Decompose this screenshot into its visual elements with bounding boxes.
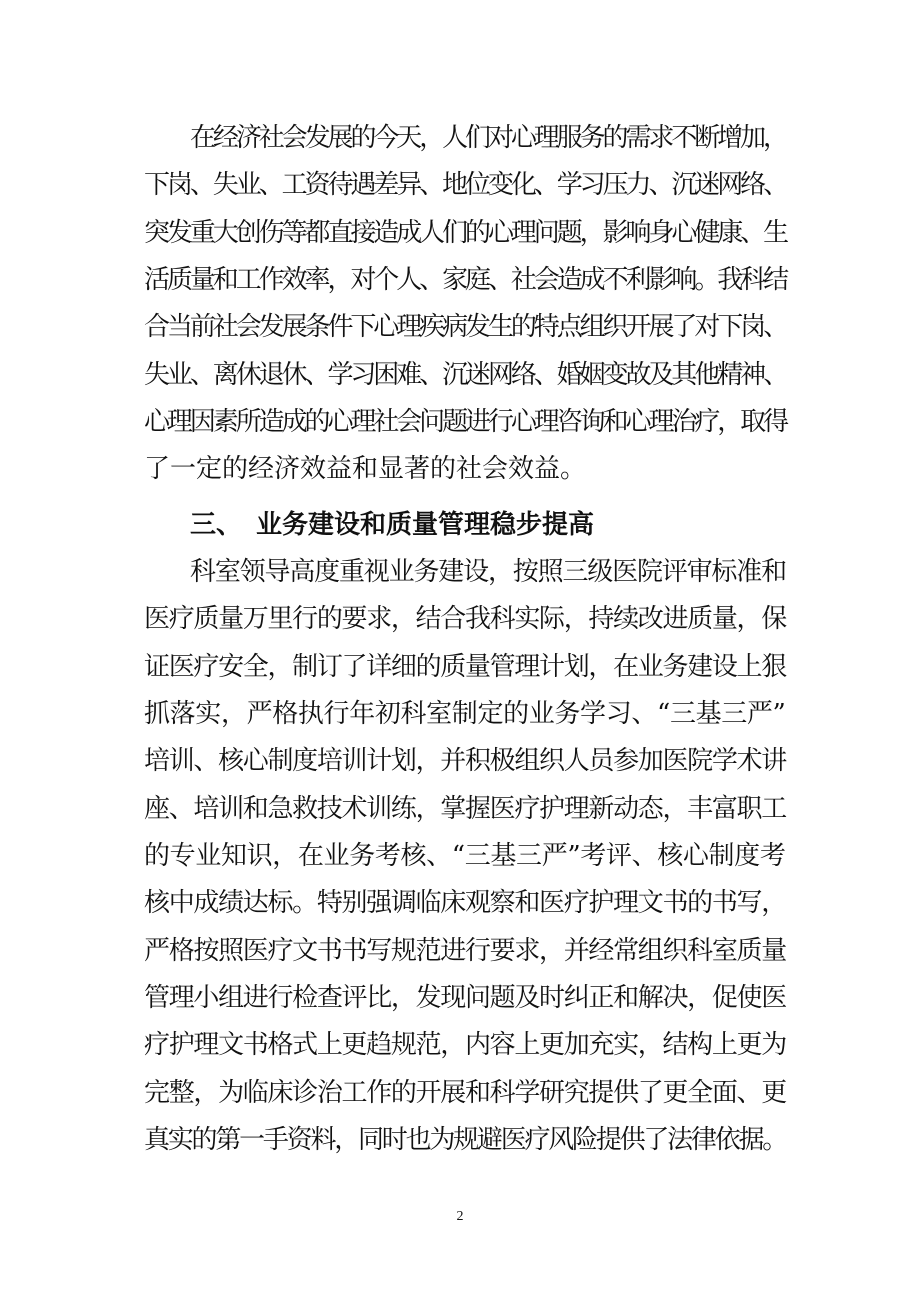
section-heading [190,510,594,540]
paragraph-line: 管理小组进行检查评比，发现问题及时纠正和解决，促使医 [144,983,786,1013]
section-title: 业务建设和质量管理稳步提高 [256,510,595,540]
paragraph-line: 抓落实，严格执行年初科室制定的业务学习、“三基三严” [144,699,786,729]
paragraph-line: 下岗、失业、工资待遇差异、地位变化、学习压力、沉迷网络、 [144,170,787,200]
paragraph-line: 证医疗安全，制订了详细的质量管理计划，在业务建设上狠 [144,652,786,682]
paragraph-line: 严格按照医疗文书书写规范进行要求，并经常组织科室质量 [144,936,786,966]
paragraph-line: 完整，为临床诊治工作的开展和科学研究提供了更全面、更 [144,1078,786,1108]
paragraph-line: 心理因素所造成的心理社会问题进行心理咨询和心理治疗，取得 [144,407,787,437]
page-number: 2 [456,1209,464,1224]
paragraph-line: 的专业知识，在业务考核、“三基三严”考评、核心制度考 [144,841,786,871]
paragraph-line: 了一定的经济效益和显著的社会效益。 [144,454,587,484]
paragraph-line: 科室领导高度重视业务建设，按照三级医院评审标准和 [190,557,786,587]
paragraph-line: 失业、离休退休、学习困难、沉迷网络、婚姻变故及其他精神、 [144,360,787,390]
paragraph-line: 培训、核心制度培训计划，并积极组织人员参加医院学术讲 [144,746,786,776]
paragraph-line: 活质量和工作效率，对个人、家庭、社会造成不利影响。我科结 [144,265,787,295]
paragraph-line: 在经济社会发展的今天，人们对心理服务的需求不断增加， [190,123,786,153]
paragraph-line: 真实的第一手资料，同时也为规避医疗风险提供了法律依据。 [144,1125,787,1155]
paragraph-line: 疗护理文书格式上更趋规范，内容上更加充实，结构上更为 [144,1030,786,1060]
paragraph-line: 医疗质量万里行的要求，结合我科实际，持续改进质量，保 [144,604,786,634]
paragraph-line: 核中成绩达标。特别强调临床观察和医疗护理文书的书写， [144,888,786,918]
paragraph-line: 座、培训和急救技术训练，掌握医疗护理新动态，丰富职工 [144,794,786,824]
section-number: 三、 [190,510,243,540]
paragraph-line: 突发重大创伤等都直接造成人们的心理问题，影响身心健康、生 [144,218,787,248]
paragraph-line: 合当前社会发展条件下心理疾病发生的特点组织开展了对下岗、 [144,312,787,342]
